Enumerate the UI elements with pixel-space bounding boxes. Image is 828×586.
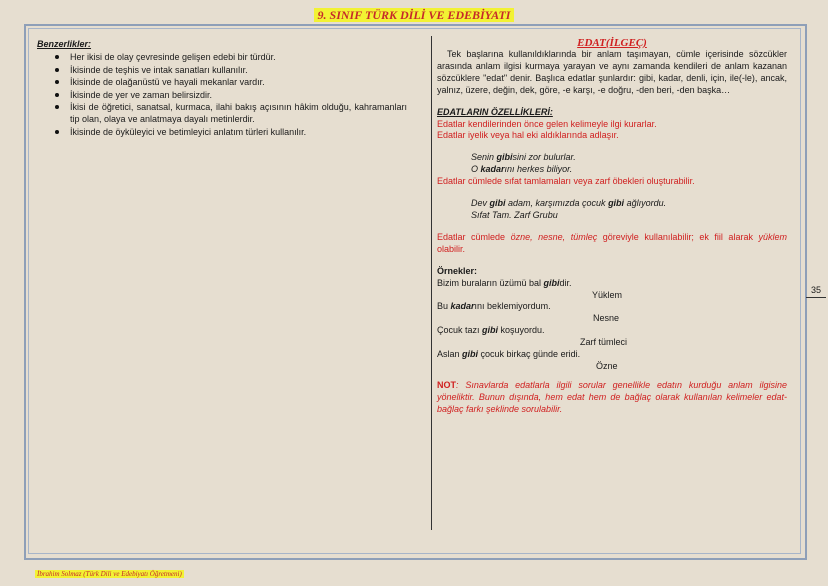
note-paragraph: NOT: Sınavlarda edatlarla ilgili sorular genellikle edatın kurduğu anlam ilgisine yöneliktir. Bunun dışında, hem edat hem de bağlaç olarak kullanılan kelimeler edat-bağlaç farkı şeklinde sorulabilir. — [437, 379, 787, 414]
sentence-role: Nesne — [593, 313, 620, 324]
example-label: Sıfat Tam. Zarf Grubu — [471, 209, 558, 220]
list-item: İkisi de öğretici, sanatsal, kurmaca, ilahi bakış açısının hâkim olduğu, kahramanları tip olan, olaya ve anlatmaya dayalı metinlerdir. — [37, 101, 407, 126]
page-number: 35 — [806, 285, 826, 298]
example-sentence: Bizim buraların üzümü bal gibidir. — [437, 277, 572, 288]
examples-heading: Örnekler: — [437, 265, 478, 276]
column-divider — [431, 36, 432, 530]
features-heading: EDATLARIN ÖZELLİKLERİ: — [437, 106, 553, 117]
footer-author: İbrahim Solmaz (Türk Dili ve Edebiyatı Öğretmeni) — [37, 570, 182, 578]
example-sentence: Çocuk tazı gibi koşuyordu. — [437, 325, 545, 336]
list-item: İkisinde de yer ve zaman belirsizdir. — [37, 89, 407, 101]
example-sentence: Dev gibi adam, karşımızda çocuk gibi ağlıyordu. — [471, 198, 667, 209]
feature-text: Edatlar cümlede özne, nesne, tümleç göreviyle kullanılabilir; ek fiil alarak yüklem olabilir. — [437, 231, 787, 254]
list-item: İkisinde de öyküleyici ve betimleyici anlatım türleri kullanılır. — [37, 126, 407, 138]
list-item: İkisinde de teşhis ve intak sanatları kullanılır. — [37, 64, 407, 76]
example-sentence: Aslan gibi çocuk birkaç günde eridi. — [437, 349, 581, 360]
right-column — [437, 37, 787, 416]
sentence-role: Zarf tümleci — [580, 337, 628, 348]
example-sentence: Bu kadarını beklemiyordum. — [437, 301, 551, 312]
sentence-role: Özne — [596, 360, 618, 371]
intro-paragraph: Tek başlarına kullanıldıklarında bir anlam taşımayan, cümle içerisinde sözcükler arasında anlam ilgisi kurmaya yarayan ve aynı zamanda kendileri de anlam kazanan sözcüklere "edat" denir. Başlıca edatlar şunlardır: gibi, kadar, denli, için, ile(-le), ancak, yalnız, üzere, değin, dek, göre, -e karşı, -e doğru, -den beri, -den başka… — [437, 49, 787, 95]
left-column — [37, 38, 407, 138]
list-item: Her ikisi de olay çevresinde gelişen edebi bir türdür. — [37, 51, 407, 63]
sentence-role: Yüklem — [592, 289, 623, 300]
example-sentence: Senin gibisini zor bulurlar. — [471, 152, 576, 163]
similarities-list — [37, 51, 407, 138]
section-heading: EDAT(İLGEÇ) — [577, 37, 647, 49]
feature-text: Edatlar iyelik veya hal eki aldıklarında adlaşır. — [437, 130, 619, 141]
feature-text: Edatlar kendilerinden önce gelen kelimeyle ilgi kurarlar. — [437, 118, 657, 129]
list-item: İkisinde de olağanüstü ve hayali mekanlar vardır. — [37, 76, 407, 88]
example-sentence: O kadarını herkes biliyor. — [471, 164, 573, 175]
similarities-heading: Benzerlikler: — [37, 39, 92, 49]
feature-text: Edatlar cümlede sıfat tamlamaları veya zarf öbekleri oluşturabilir. — [437, 176, 695, 187]
page-title: 9. SINIF TÜRK DİLİ VE EDEBİYATI — [0, 8, 828, 23]
